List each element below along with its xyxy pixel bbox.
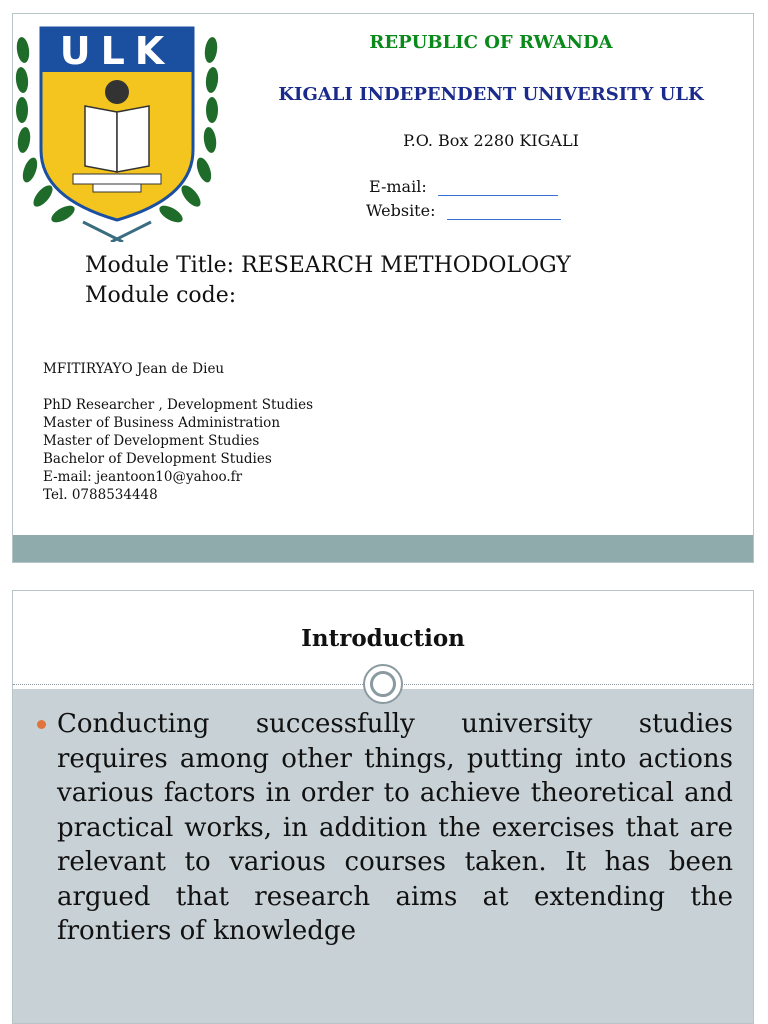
website-row — [366, 201, 561, 220]
bullet-item — [37, 707, 733, 949]
qualification-item: Bachelor of Development Studies — [43, 451, 272, 467]
slide-title: Introduction — [301, 625, 465, 652]
title-slide — [12, 13, 754, 563]
country-heading: REPUBLIC OF RWANDA — [369, 32, 613, 53]
slide-footer-bar — [13, 535, 753, 562]
introduction-slide — [12, 590, 754, 1024]
po-box: P.O. Box 2280 KIGALI — [403, 131, 579, 150]
university-crest-icon — [13, 20, 221, 242]
author-name: MFITIRYAYO Jean de Dieu — [43, 361, 225, 377]
university-heading: KIGALI INDEPENDENT UNIVERSITY ULK — [278, 84, 704, 105]
qualification-item: PhD Researcher , Development Studies — [43, 397, 313, 413]
email-blank — [438, 179, 558, 196]
website-label: Website: — [366, 201, 436, 220]
svg-text:ULK: ULK — [59, 29, 175, 73]
website-blank — [447, 203, 561, 220]
module-title: Module Title: RESEARCH METHODOLOGY — [85, 253, 571, 278]
qualification-item: Master of Development Studies — [43, 433, 260, 449]
email-label: E-mail: — [369, 177, 427, 196]
module-code: Module code: — [85, 283, 237, 308]
bullet-dot-icon — [37, 720, 46, 729]
qualification-item: Master of Business Administration — [43, 415, 281, 431]
ring-ornament-icon — [363, 664, 403, 704]
email-row — [369, 177, 558, 196]
bullet-text: Conducting successfully university studies requires among other things, putting into actions various factors in order to achieve theoretical and practical works, in addition the exercises that are relevant to various courses taken. It has been argued that research aims at extending the frontiers of knowledge — [57, 709, 733, 946]
author-tel: Tel. 0788534448 — [43, 487, 158, 503]
author-block — [43, 360, 313, 504]
author-email: E-mail: jeantoon10@yahoo.fr — [43, 469, 243, 485]
